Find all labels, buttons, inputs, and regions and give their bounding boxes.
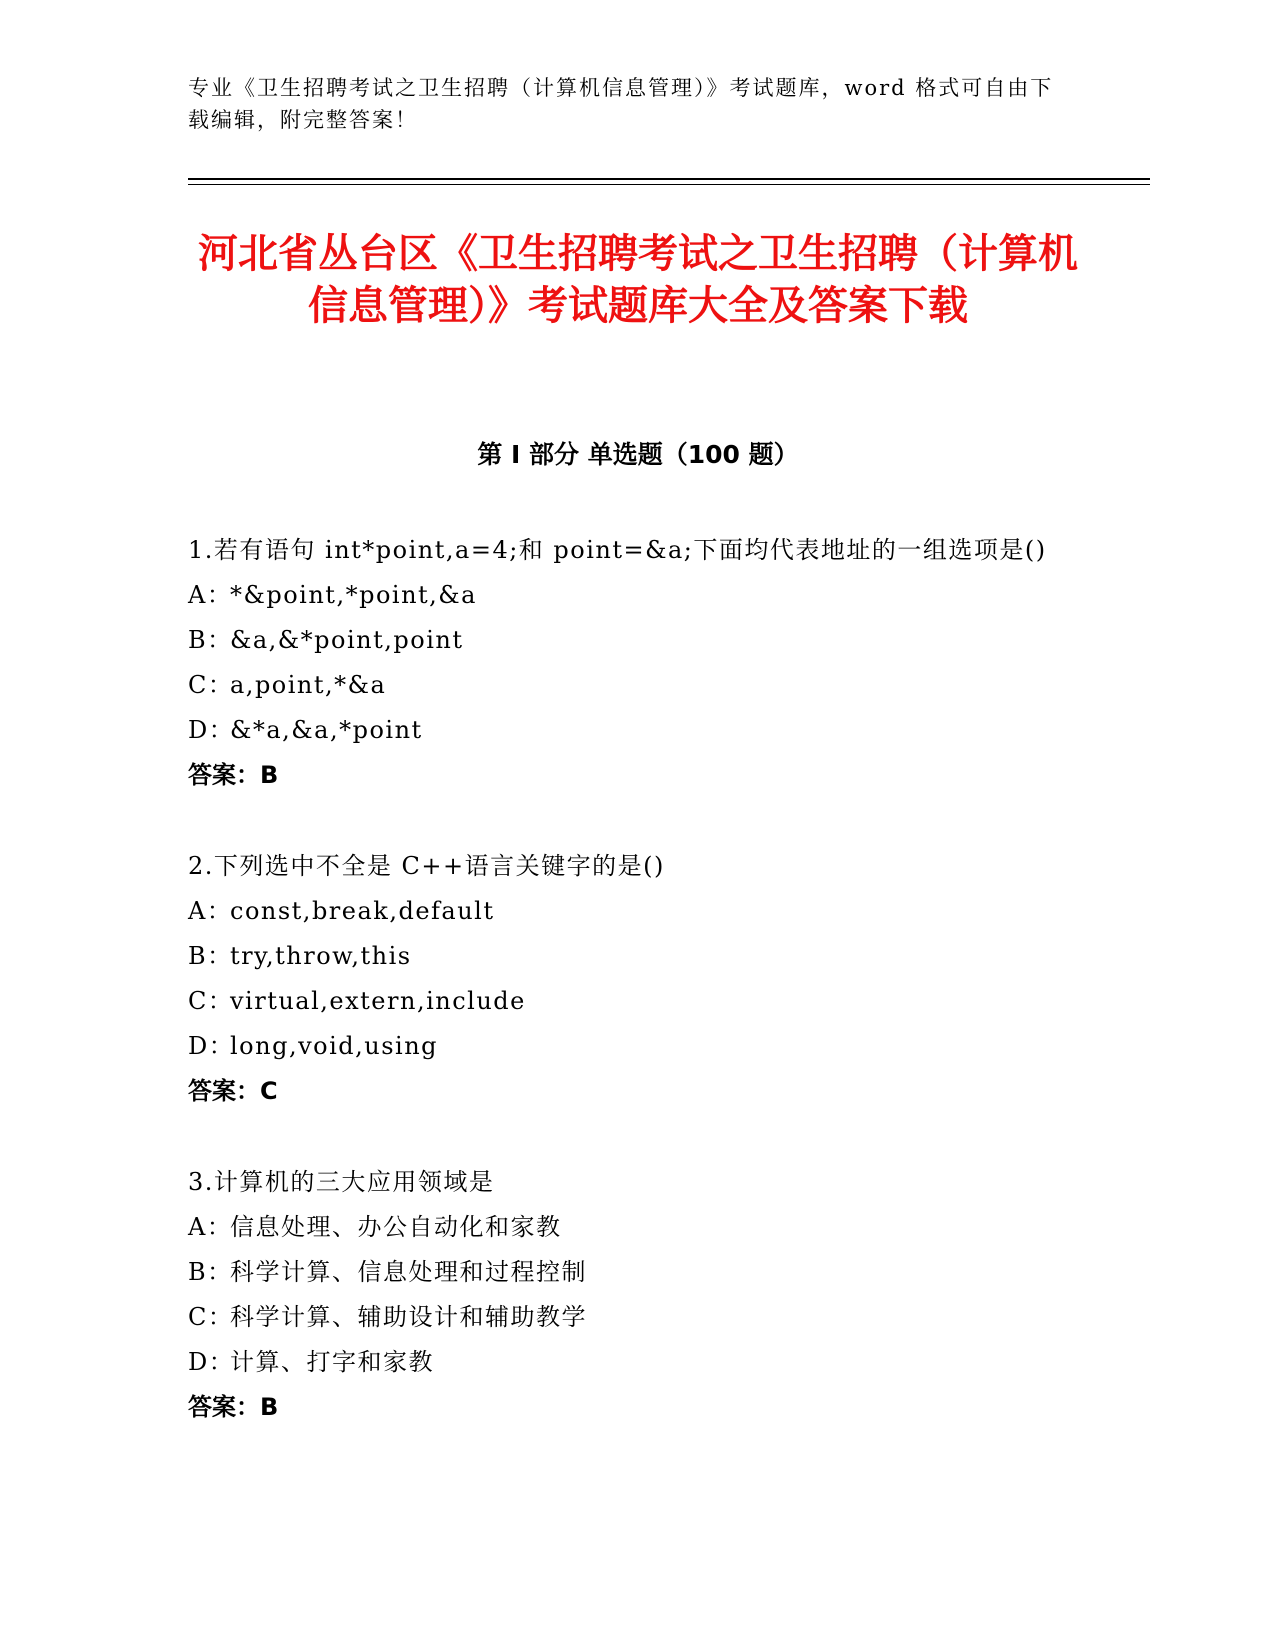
option-key: D： [188,716,235,744]
answer-value: B [260,1393,279,1421]
option-b [188,934,1068,979]
option-c [188,1295,1068,1340]
option-c [188,663,1068,708]
answer-line [188,753,1068,798]
option-c [188,979,1068,1024]
option-d [188,1340,1068,1385]
option-key: A： [188,1213,233,1241]
option-key: D： [188,1348,235,1376]
option-b [188,1250,1068,1295]
option-text: &*a,&a,*point [230,716,423,744]
answer-label: 答案： [188,1077,260,1105]
option-key: C： [188,987,234,1015]
question-list [188,528,1068,1476]
option-key: A： [188,581,233,609]
question-stem: 2.下列选中不全是 C++语言关键字的是() [188,852,665,880]
answer-value: B [260,761,279,789]
option-key: D： [188,1032,235,1060]
option-text: 计算、打字和家教 [230,1348,434,1376]
document-title: 河北省丛台区《卫生招聘考试之卫生招聘（计算机信息管理）》考试题库大全及答案下载 [198,231,1078,329]
option-key: C： [188,671,234,699]
question-stem: 3.计算机的三大应用领域是 [188,1168,495,1196]
header-note: 专业《卫生招聘考试之卫生招聘（计算机信息管理）》考试题库，word 格式可自由下载编辑，附完整答案！ [188,76,1054,132]
option-key: B： [188,942,233,970]
option-key: C： [188,1303,234,1331]
option-d [188,708,1068,753]
option-b [188,618,1068,663]
option-text: 科学计算、辅助设计和辅助教学 [230,1303,587,1331]
answer-line [188,1385,1068,1430]
answer-line [188,1069,1068,1114]
question-2 [188,844,1068,1114]
option-text: 科学计算、信息处理和过程控制 [230,1258,587,1286]
option-text: 信息处理、办公自动化和家教 [230,1213,562,1241]
option-text: &a,&*point,point [230,626,464,654]
header-divider-thick [188,178,1150,180]
option-a [188,573,1068,618]
question-1 [188,528,1068,798]
section-title: 第 I 部分 单选题（100 题） [477,440,799,469]
option-text: try,throw,this [230,942,412,970]
option-text: a,point,*&a [230,671,387,699]
question-3 [188,1160,1068,1430]
answer-label: 答案： [188,761,260,789]
option-key: A： [188,897,233,925]
option-text: virtual,extern,include [230,987,526,1015]
question-stem: 1.若有语句 int*point,a=4;和 point=&a;下面均代表地址的一组选项是() [188,536,1047,564]
option-text: const,break,default [230,897,495,925]
option-text: *&point,*point,&a [230,581,477,609]
option-text: long,void,using [230,1032,439,1060]
option-key: B： [188,1258,233,1286]
option-a [188,889,1068,934]
header-divider-thin [188,184,1150,185]
option-d [188,1024,1068,1069]
answer-label: 答案： [188,1393,260,1421]
option-key: B： [188,626,233,654]
option-a [188,1205,1068,1250]
answer-value: C [260,1077,278,1105]
